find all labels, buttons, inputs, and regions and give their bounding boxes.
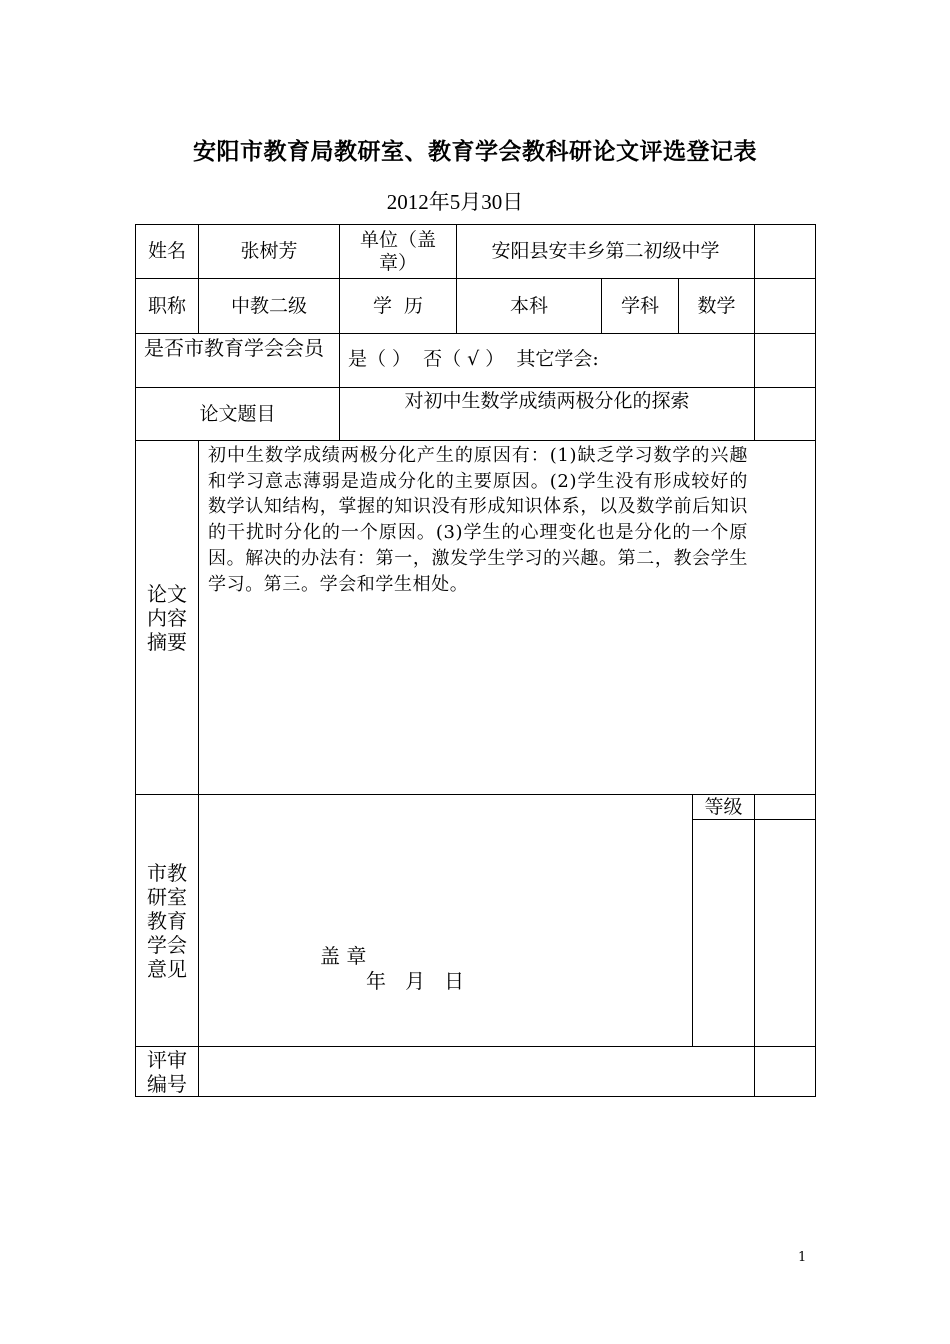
row-divider bbox=[135, 1046, 816, 1047]
name-value: 张树芳 bbox=[240, 240, 298, 262]
row-divider bbox=[135, 333, 816, 334]
abstract-text: 初中生数学成绩两极分化产生的原因有：(1)缺乏学习数学的兴趣和学习意志薄弱是造成分化的主要原因。(2)学生没有形成较好的数学认知结构，掌握的知识没有形成知识体系，以及数学前后知识的干扰时分化的一个原因。(3)学生的心理变化也是分化的一个原因。解决的办法有：第一，激发学生学习的兴趣。第二，教会学生学习。第三。学会和学生相处。 bbox=[208, 445, 748, 595]
row-divider bbox=[135, 440, 816, 441]
col-divider bbox=[754, 794, 755, 1096]
subject-label: 学科 bbox=[620, 294, 659, 317]
member-label: 是否市教育学会会员 bbox=[144, 336, 324, 360]
table-border-bottom bbox=[135, 1096, 816, 1097]
table-border-left bbox=[135, 224, 136, 1097]
table-border-right bbox=[815, 224, 816, 1097]
member-value: 是（ ） 否（ √ ） 其它学会: bbox=[348, 348, 599, 370]
opinion-label: 市教研室教育学会意见 bbox=[147, 860, 187, 981]
review-number-label: 评审编号 bbox=[147, 1047, 187, 1096]
education-value: 本科 bbox=[509, 294, 548, 317]
unit-label: 单位（盖章） bbox=[359, 228, 436, 274]
col-divider bbox=[754, 224, 755, 440]
col-divider bbox=[692, 794, 693, 1046]
job-title-value: 中教二级 bbox=[230, 294, 307, 317]
grade-label: 等级 bbox=[704, 795, 743, 818]
education-label: 学 历 bbox=[372, 294, 424, 317]
unit-value: 安阳县安丰乡第二初级中学 bbox=[491, 240, 720, 262]
page-number: 1 bbox=[798, 1250, 807, 1265]
seal-text: 盖 章 bbox=[320, 944, 367, 968]
col-divider bbox=[339, 333, 340, 440]
subject-value: 数学 bbox=[697, 294, 736, 317]
document-date: 2012年5月30日 bbox=[386, 190, 524, 214]
topic-value: 对初中生数学成绩两极分化的探索 bbox=[404, 390, 690, 412]
col-divider bbox=[198, 440, 199, 1096]
topic-label: 论文题目 bbox=[199, 402, 276, 425]
job-title-label: 职称 bbox=[147, 294, 186, 317]
name-label: 姓名 bbox=[147, 240, 186, 262]
seal-date: 年 月 日 bbox=[366, 969, 465, 993]
abstract-label: 论文内容摘要 bbox=[147, 581, 187, 654]
document-title: 安阳市教育局教研室、教育学会教科研论文评选登记表 bbox=[193, 139, 757, 165]
